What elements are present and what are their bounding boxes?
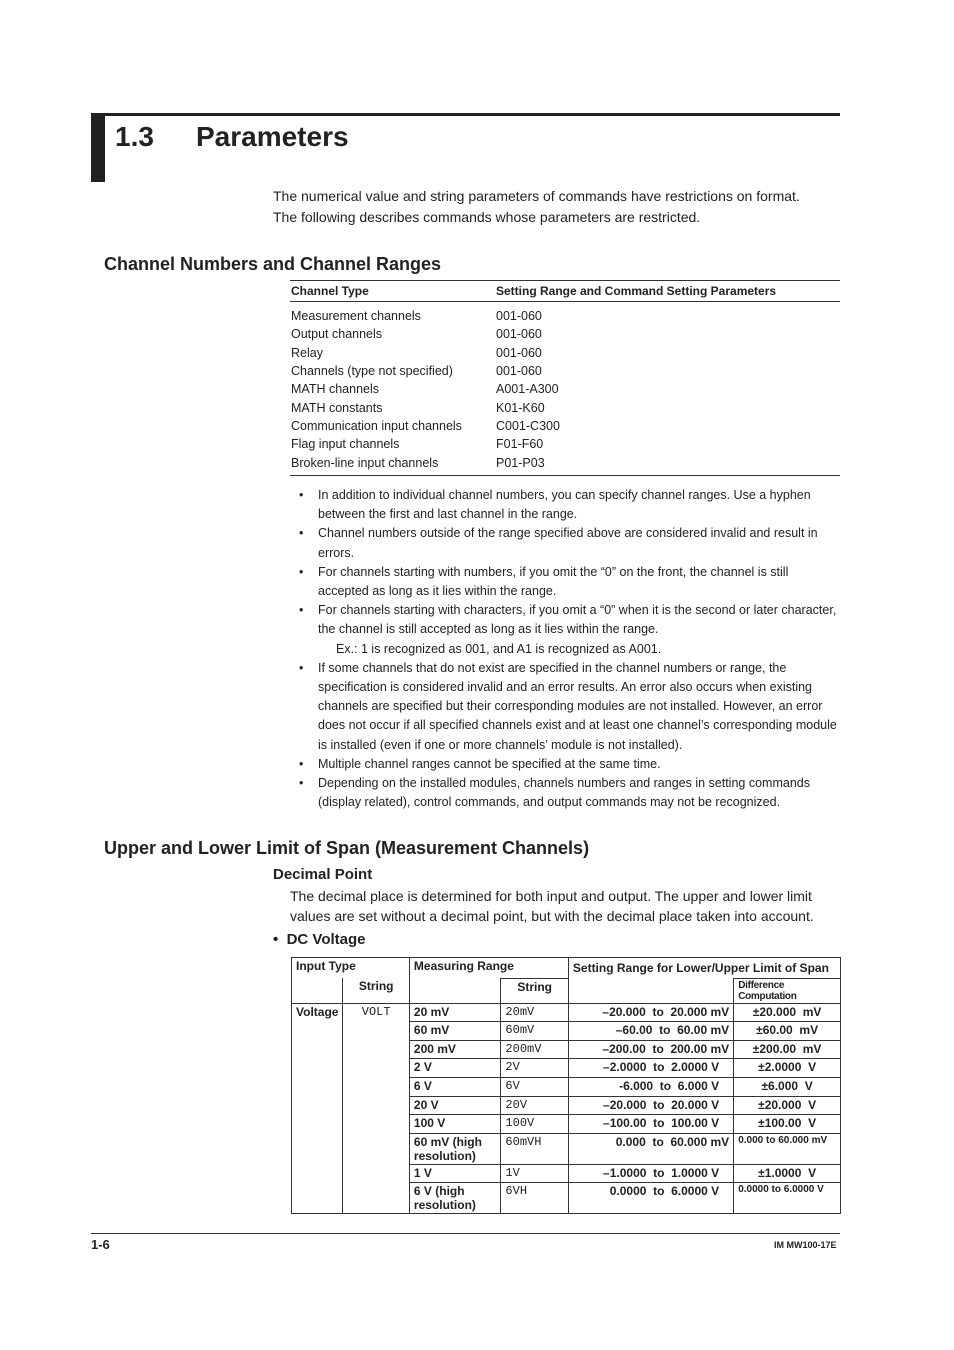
table-row <box>290 435 840 453</box>
list-item-text: Depending on the installed modules, channels numbers and ranges in setting commands (display related), control commands, and output commands may not be recognized. <box>318 776 810 810</box>
body-text: The decimal place is determined for both input and output. The upper and lower limit values are set without a decimal point, but with the decimal place taken into account. <box>290 888 814 924</box>
column-header: Input Type <box>292 958 410 979</box>
range-string-cell: 6V <box>501 1077 568 1096</box>
list-item-text: For channels starting with numbers, if you omit the “0” on the front, the channel is still accepted as long as it lies within the range. <box>318 564 789 599</box>
footer-rule <box>91 1233 840 1234</box>
setting-range-cell: 001-060 <box>496 364 542 379</box>
range-string-cell: 20mV <box>501 1003 568 1022</box>
range-string-cell: 60mVH <box>501 1133 568 1164</box>
chapter-rule <box>91 113 840 116</box>
table-row <box>290 344 840 362</box>
setting-range-cell: K01-K60 <box>496 400 545 415</box>
list-item-text: Multiple channel ranges cannot be specified at the same time. <box>318 756 661 771</box>
list-item-text: If some channels that do not exist are specified in the channel numbers or range, the specification is considered invalid and an error results. An error also occurs when existing channels are specified but their corresponding modules are not installed. However, an error does not occur if all specified channels exist and at least one channel’s corresponding module is installed (even if one or more channels’ module is not installed). <box>318 660 837 752</box>
table-header-row <box>292 978 841 1003</box>
channel-type-cell: MATH constants <box>291 400 383 415</box>
span-lower: 0.000 <box>615 1134 646 1149</box>
span-range-cell <box>568 1022 733 1041</box>
dc-voltage-label: • DC Voltage <box>273 931 366 948</box>
span-range-cell <box>568 1183 733 1214</box>
span-unit: V <box>711 1184 720 1199</box>
channel-type-cell: Flag input channels <box>291 437 400 452</box>
list-item <box>297 755 842 774</box>
table-row <box>290 398 840 416</box>
span-range-cell <box>568 1096 733 1115</box>
difference-cell: 0.0000 to 6.0000 V <box>734 1183 841 1214</box>
input-type-cell: Voltage <box>292 1003 343 1214</box>
channel-table <box>290 280 840 476</box>
measuring-range-cell: 60 mV <box>409 1022 501 1041</box>
bullet-icon: • <box>299 776 304 791</box>
range-string-cell: 60mV <box>501 1022 568 1041</box>
difference-cell: ±1.0000 V <box>734 1164 841 1183</box>
input-type-string-cell: VOLT <box>343 1003 409 1214</box>
table-header-row <box>290 281 840 302</box>
span-unit: mV <box>710 1134 730 1149</box>
span-unit: V <box>711 1116 720 1131</box>
span-range-cell <box>568 1115 733 1134</box>
span-range-cell <box>568 1077 733 1096</box>
chapter-title: Parameters <box>196 121 349 152</box>
measuring-range-cell: 2 V <box>409 1059 501 1078</box>
example-text: Ex.: 1 is recognized as 001, and A1 is recognized as A001. <box>336 641 662 656</box>
channel-type-cell: Broken-line input channels <box>290 453 495 475</box>
span-unit: V <box>711 1165 720 1180</box>
span-lower: –2.0000 <box>603 1060 647 1075</box>
difference-cell: ±6.000 V <box>734 1077 841 1096</box>
span-range-cell <box>568 1040 733 1059</box>
measuring-range-cell: 100 V <box>409 1115 501 1134</box>
intro-text <box>273 186 843 228</box>
column-header: Difference Computation <box>734 978 841 1003</box>
measuring-range-cell: 1 V <box>409 1164 501 1183</box>
bullet-icon: • <box>299 756 304 771</box>
setting-range-cell: P01-P03 <box>495 453 840 475</box>
difference-cell: ±20.000 mV <box>734 1003 841 1022</box>
measuring-range-cell: 20 mV <box>409 1003 501 1022</box>
setting-range-cell: 001-060 <box>496 327 542 342</box>
list-item-text: For channels starting with characters, if you omit a “0” when it is the second or later character, the channel is still accepted as long as it lies within the range. <box>318 603 837 637</box>
bullet-icon: • <box>299 526 304 541</box>
span-to: to <box>653 1184 665 1199</box>
range-string-cell: 200mV <box>501 1040 568 1059</box>
span-upper: 20.000 <box>670 1004 708 1019</box>
span-lower: -6.000 <box>619 1078 654 1093</box>
list-item <box>297 774 842 812</box>
difference-cell: ±2.0000 V <box>734 1059 841 1078</box>
list-item <box>297 486 842 524</box>
span-to: to <box>652 1134 664 1149</box>
column-header: Setting Range for Lower/Upper Limit of Span <box>568 958 840 979</box>
list-item-text: In addition to individual channel numbers, you can specify channel ranges. Use a hyphen between the first and last channel in the range. <box>318 488 811 522</box>
bullet-icon: • <box>299 603 304 618</box>
channel-type-cell: Relay <box>291 345 323 360</box>
difference-cell: ±20.000 V <box>734 1096 841 1115</box>
column-header: String <box>343 978 409 1003</box>
setting-range-cell: A001-A300 <box>496 382 559 397</box>
difference-cell: ±60.00 mV <box>734 1022 841 1041</box>
setting-range-cell: C001-C300 <box>496 418 560 433</box>
span-upper: 100.00 <box>671 1116 708 1131</box>
difference-cell: 0.000 to 60.000 mV <box>734 1133 841 1164</box>
bullet-list <box>297 486 842 812</box>
chapter-bar <box>91 113 105 182</box>
span-to: to <box>652 1041 664 1056</box>
measuring-range-cell: 6 V (high resolution) <box>409 1183 501 1214</box>
channel-type-cell: Channels (type not specified) <box>291 364 453 379</box>
column-header: Measuring Range <box>409 958 568 979</box>
table-row <box>290 325 840 343</box>
span-to: to <box>652 1004 664 1019</box>
list-item <box>297 563 842 601</box>
table-header-row <box>292 958 841 979</box>
channel-type-cell: Output channels <box>291 327 383 342</box>
span-to: to <box>659 1023 671 1038</box>
intro-line: The following describes commands whose parameters are restricted. <box>273 209 701 225</box>
list-item <box>297 524 842 562</box>
bullet-icon: • <box>299 660 304 675</box>
list-item-text: Channel numbers outside of the range specified above are considered invalid and result in errors. <box>318 526 818 560</box>
span-lower: –1.0000 <box>603 1165 647 1180</box>
span-to: to <box>653 1165 665 1180</box>
table-row <box>290 302 840 326</box>
span-upper: 60.000 <box>670 1134 708 1149</box>
measuring-range-cell: 6 V <box>409 1077 501 1096</box>
setting-range-cell: 001-060 <box>496 345 542 360</box>
difference-cell: ±100.00 V <box>734 1115 841 1134</box>
range-string-cell: 1V <box>501 1164 568 1183</box>
span-range-cell <box>568 1133 733 1164</box>
span-upper: 60.00 <box>677 1023 708 1038</box>
range-string-cell: 100V <box>501 1115 568 1134</box>
channel-type-cell: Communication input channels <box>291 418 462 433</box>
span-unit: mV <box>710 1023 730 1038</box>
span-lower: 0.0000 <box>609 1184 647 1199</box>
channel-type-cell: Measurement channels <box>291 309 421 324</box>
dc-voltage-text: DC Voltage <box>286 931 366 948</box>
column-header: Setting Range and Command Setting Parameters <box>495 281 840 302</box>
table-row <box>290 380 840 398</box>
span-to: to <box>653 1060 665 1075</box>
span-to: to <box>653 1097 665 1112</box>
range-string-cell: 20V <box>501 1096 568 1115</box>
span-unit: V <box>711 1060 720 1075</box>
span-upper: 6.0000 <box>671 1184 708 1199</box>
measuring-range-cell: 60 mV (high resolution) <box>409 1133 501 1164</box>
measuring-range-cell: 20 V <box>409 1096 501 1115</box>
section-heading: Channel Numbers and Channel Ranges <box>104 254 442 274</box>
page-number: 1-6 <box>91 1237 110 1252</box>
section-heading: Upper and Lower Limit of Span (Measurement Channels) <box>104 838 590 858</box>
subsection-heading: Decimal Point <box>273 866 373 883</box>
span-upper: 1.0000 <box>671 1165 708 1180</box>
setting-range-cell: 001-060 <box>496 309 542 324</box>
table-row <box>290 453 840 475</box>
span-lower: –60.00 <box>615 1023 653 1038</box>
bullet-icon: • <box>299 488 304 502</box>
span-table <box>291 957 841 1214</box>
difference-cell: ±200.00 mV <box>734 1040 841 1059</box>
list-item <box>297 601 842 659</box>
range-string-cell: 2V <box>501 1059 568 1078</box>
span-range-cell <box>568 1059 733 1078</box>
span-unit: mV <box>710 1041 730 1056</box>
span-upper: 6.000 <box>677 1078 708 1093</box>
table-row <box>292 1003 841 1022</box>
span-to: to <box>653 1116 665 1131</box>
channel-type-cell: MATH channels <box>291 382 379 397</box>
bullet-icon: • <box>299 564 304 579</box>
span-lower: –20.000 <box>602 1004 646 1019</box>
measuring-range-cell: 200 mV <box>409 1040 501 1059</box>
span-unit: mV <box>710 1004 730 1019</box>
table-row <box>290 417 840 435</box>
span-lower: –100.00 <box>603 1116 647 1131</box>
span-unit: V <box>711 1097 720 1112</box>
range-string-cell: 6VH <box>501 1183 568 1214</box>
table-row <box>290 362 840 380</box>
span-upper: 20.000 <box>671 1097 708 1112</box>
span-range-cell <box>568 1003 733 1022</box>
column-header: String <box>501 978 568 1003</box>
span-upper: 200.00 <box>670 1041 708 1056</box>
span-upper: 2.0000 <box>671 1060 708 1075</box>
chapter-number: 1.3 <box>115 121 154 152</box>
setting-range-cell: F01-F60 <box>496 437 544 452</box>
span-to: to <box>659 1078 672 1093</box>
column-header: Channel Type <box>290 281 495 302</box>
list-item <box>297 659 842 755</box>
span-unit: V <box>711 1078 720 1093</box>
document-id: IM MW100-17E <box>774 1240 837 1250</box>
span-lower: –20.000 <box>603 1097 647 1112</box>
span-lower: –200.00 <box>602 1041 646 1056</box>
intro-line: The numerical value and string parameters of commands have restrictions on format. <box>273 188 800 204</box>
span-range-cell <box>568 1164 733 1183</box>
